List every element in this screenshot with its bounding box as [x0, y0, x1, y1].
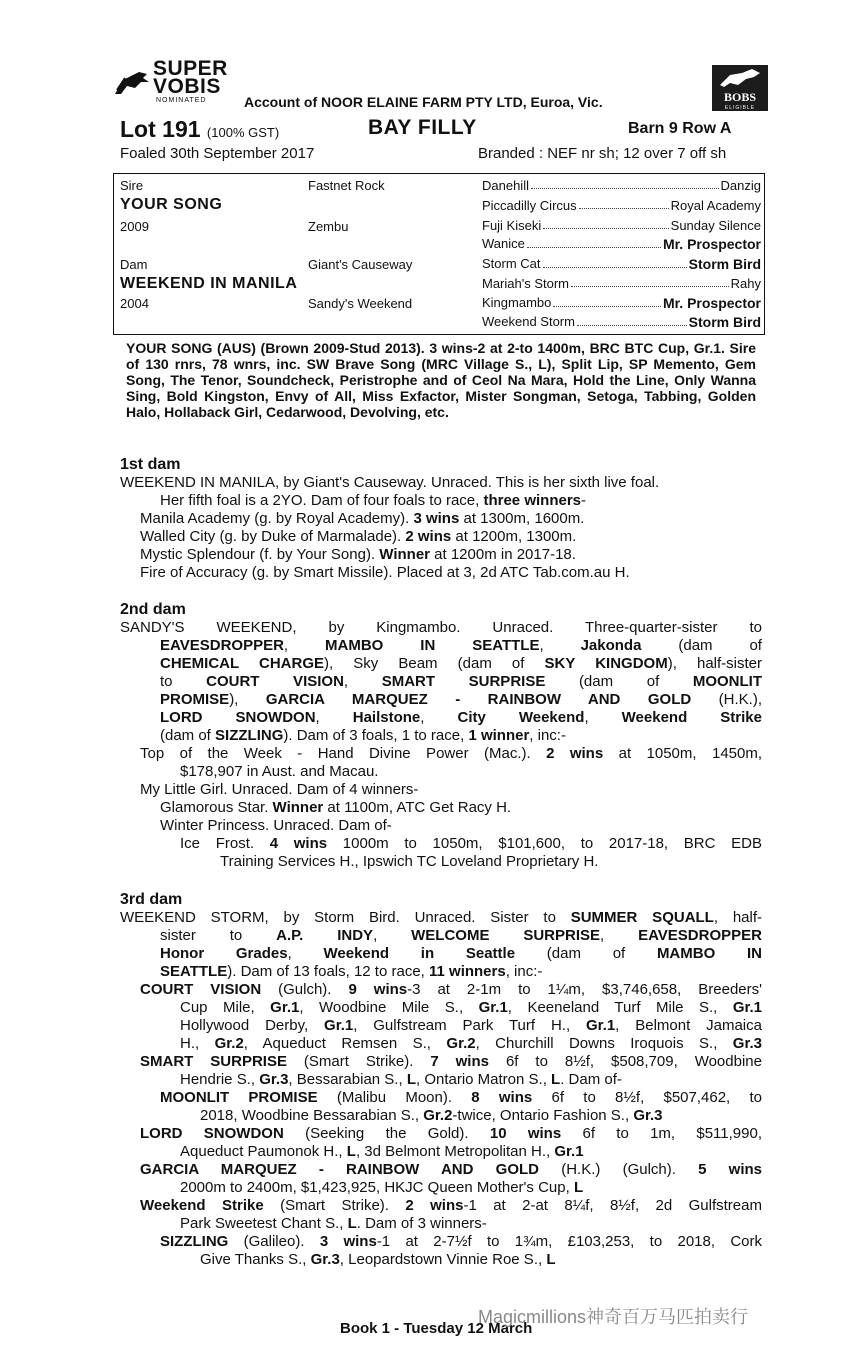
watermark: Magicmillions神奇百万马匹拍卖行 — [478, 1307, 749, 1327]
bobs-sub: ELIGIBLE — [724, 105, 756, 111]
dam-line: WEEKEND IN MANILA, by Giant's Causeway. Unraced. This is her sixth live foal. — [120, 474, 660, 491]
foaled-date: Foaled 30th September 2017 — [120, 145, 315, 162]
logo-sub: NOMINATED — [156, 97, 207, 104]
progeny-line: Ice Frost. 4 wins 1000m to 1050m, $101,600, to 2017-18, BRC EDB — [180, 835, 762, 852]
grandparent-row — [482, 236, 761, 252]
gp-right: Storm Bird — [688, 256, 761, 272]
dam-line: sister to A.P. INDY, WELCOME SURPRISE, EAVESDROPPER — [160, 927, 762, 944]
section-heading: 3rd dam — [120, 891, 183, 908]
sire-year: 2009 — [120, 219, 149, 234]
progeny-line: Manila Academy (g. by Royal Academy). 3 wins at 1300m, 1600m. — [140, 510, 585, 527]
progeny-line: GARCIA MARQUEZ - RAINBOW AND GOLD (H.K.) (Gulch). 5 wins — [140, 1161, 762, 1178]
gp-left: Piccadilly Circus — [482, 198, 577, 213]
sire-dam: Zembu — [308, 219, 349, 234]
progeny-line: Fire of Accuracy (g. by Smart Missile). Placed at 3, 2d ATC Tab.com.au H. — [140, 564, 630, 581]
gp-left: Wanice — [482, 236, 525, 251]
dam-line: (dam of SIZZLING). Dam of 3 foals, 1 to race, 1 winner, inc:- — [160, 727, 566, 744]
progeny-line: H., Gr.2, Aqueduct Remsen S., Gr.2, Churchill Downs Iroquois S., Gr.3 — [180, 1035, 762, 1052]
progeny-line: Aqueduct Paumonok H., L, 3d Belmont Metropolitan H., Gr.1 — [180, 1143, 584, 1160]
account-line: Account of NOOR ELAINE FARM PTY LTD, Euroa, Vic. — [244, 94, 603, 110]
progeny-line: Training Services H., Ipswich TC Loveland Proprietary H. — [220, 853, 599, 870]
bobs-horse-icon — [712, 65, 768, 91]
gp-left: Weekend Storm — [482, 314, 575, 329]
dam-line: Honor Grades, Weekend in Seattle (dam of MAMBO IN — [160, 945, 762, 962]
gp-right: Danzig — [720, 178, 761, 193]
section-heading: 1st dam — [120, 456, 181, 473]
progeny-line: Glamorous Star. Winner at 1100m, ATC Get Racy H. — [160, 799, 512, 816]
dam-year: 2004 — [120, 296, 149, 311]
progeny-line: Park Sweetest Chant S., L. Dam of 3 winners- — [180, 1215, 487, 1232]
grandparent-row — [482, 178, 761, 193]
lot-number — [120, 116, 279, 143]
horse-icon — [113, 68, 153, 98]
progeny-line: 2000m to 2400m, $1,423,925, HKJC Queen Mother's Cup, L — [180, 1179, 584, 1196]
first-dam-section — [120, 456, 762, 582]
progeny-line: Mystic Splendour (f. by Your Song). Winner at 1200m in 2017-18. — [140, 546, 576, 563]
progeny-line: Give Thanks S., Gr.3, Leopardstown Vinnie Roe S., L — [200, 1251, 556, 1268]
dam-line: to COURT VISION, SMART SURPRISE (dam of MOONLIT — [160, 673, 762, 690]
progeny-line: Weekend Strike (Smart Strike). 2 wins-1 at 2-at 8¼f, 8½f, 2d Gulfstream — [140, 1197, 762, 1214]
dam-line: WEEKEND STORM, by Storm Bird. Unraced. Sister to SUMMER SQUALL, half- — [120, 909, 763, 926]
progeny-line: $178,907 in Aust. and Macau. — [180, 763, 379, 780]
dam-name: WEEKEND IN MANILA — [120, 275, 298, 292]
progeny-line: Cup Mile, Gr.1, Woodbine Mile S., Gr.1, Keeneland Turf Mile S., Gr.1 — [180, 999, 763, 1016]
progeny-line: Hollywood Derby, Gr.1, Gulfstream Park Turf H., Gr.1, Belmont Jamaica — [180, 1017, 762, 1034]
sire-name: YOUR SONG — [120, 196, 223, 213]
super-vobis-logo — [113, 58, 243, 108]
progeny-line: Hendrie S., Gr.3, Bessarabian S., L, Ontario Matron S., L. Dam of- — [180, 1071, 622, 1088]
gp-left: Fuji Kiseki — [482, 218, 542, 233]
grandparent-row — [482, 198, 761, 213]
progeny-line: MOONLIT PROMISE (Malibu Moon). 8 wins 6f to 8½f, $507,462, to — [160, 1089, 763, 1106]
section-heading: 2nd dam — [120, 601, 186, 618]
logo-line1: SUPER — [153, 57, 228, 80]
grandparent-row — [482, 295, 761, 311]
gp-left: Kingmambo — [482, 295, 552, 310]
lot-number-text: Lot 191 — [120, 116, 201, 142]
progeny-line: Top of the Week - Hand Divine Power (Mac.). 2 wins at 1050m, 1450m, — [140, 745, 763, 762]
gp-left: Mariah's Storm — [482, 276, 570, 291]
gp-right: Rahy — [730, 276, 761, 291]
grandparent-row — [482, 218, 761, 233]
dam-label: Dam — [120, 257, 148, 272]
grandparent-row — [482, 256, 761, 272]
second-dam-section — [120, 601, 762, 871]
bobs-title: BOBS — [723, 90, 756, 104]
dam-line: SANDY'S WEEKEND, by Kingmambo. Unraced. Three-quarter-sister to — [120, 619, 762, 636]
progeny-line: SIZZLING (Galileo). 3 wins-1 at 2-7½f to 1¾m, £103,253, to 2018, Cork — [160, 1233, 762, 1250]
dam-sire: Giant's Causeway — [308, 257, 413, 272]
grandparent-row — [482, 314, 761, 330]
branded-text: Branded : NEF nr sh; 12 over 7 off sh — [478, 145, 727, 162]
gp-right: Storm Bird — [688, 314, 761, 330]
dam-line: CHEMICAL CHARGE), Sky Beam (dam of SKY KINGDOM), half-sister — [160, 655, 762, 672]
gp-right: Sunday Silence — [670, 218, 761, 233]
third-dam-section — [120, 891, 762, 1269]
dam-line: PROMISE), GARCIA MARQUEZ - RAINBOW AND GOLD (H.K.), — [160, 691, 762, 708]
bobs-logo — [712, 65, 768, 111]
dam-line: LORD SNOWDON, Hailstone, City Weekend, Weekend Strike — [160, 709, 762, 726]
progeny-line: SMART SURPRISE (Smart Strike). 7 wins 6f to 8½f, $508,709, Woodbine — [140, 1053, 762, 1070]
lot-gst: (100% GST) — [206, 125, 280, 140]
dam-line: SEATTLE). Dam of 13 foals, 12 to race, 11 winners, inc:- — [160, 963, 543, 980]
progeny-line: Walled City (g. by Duke of Marmalade). 2 wins at 1200m, 1300m. — [140, 528, 577, 545]
gp-right: Mr. Prospector — [662, 295, 761, 311]
dam-dam: Sandy's Weekend — [308, 296, 413, 311]
progeny-line: 2018, Woodbine Bessarabian S., Gr.2-twice, Ontario Fashion S., Gr.3 — [200, 1107, 663, 1124]
progeny-line: My Little Girl. Unraced. Dam of 4 winners- — [140, 781, 419, 798]
logo-line2: VOBIS — [153, 75, 221, 98]
sire-label: Sire — [120, 178, 144, 193]
gp-left: Danehill — [482, 178, 529, 193]
progeny-line: Winter Princess. Unraced. Dam of- — [160, 817, 392, 834]
pedigree-table — [113, 173, 765, 335]
dam-line: EAVESDROPPER, MAMBO IN SEATTLE, Jakonda (dam of — [160, 637, 762, 654]
barn-location: Barn 9 Row A — [628, 120, 732, 137]
progeny-line: LORD SNOWDON (Seeking the Gold). 10 wins 6f to 1m, $511,990, — [140, 1125, 762, 1142]
grandparent-row — [482, 276, 761, 291]
gp-right: Royal Academy — [670, 198, 761, 213]
gp-left: Storm Cat — [482, 256, 541, 271]
gp-right: Mr. Prospector — [662, 236, 761, 252]
progeny-line: COURT VISION (Gulch). 9 wins-3 at 2-1m to 1¼m, $3,746,658, Breeders' — [140, 981, 762, 998]
page-footer: Book 1 - Tuesday 12 March — [340, 1320, 533, 1337]
sire-paragraph: YOUR SONG (AUS) (Brown 2009-Stud 2013). 3 wins-2 at 2-to 1400m, BRC BTC Cup, Gr.1. Sire of 130 rnrs, 78 wnrs, inc. SW Brave Song (MRC Village S., L), Split Lip, SP Memento, Gem Song, The Tenor, Soundcheck, Peristrophe and of Ceol Na Mara, Hold the Line, Only Wanna Sing, Bold Kingston, Envy of All, Miss Exfactor, Mister Songman, Setoga, Tabbing, Golden Halo, Hollaback Girl, Cedarwood, Devolving, etc. — [126, 340, 756, 420]
sire-sire: Fastnet Rock — [308, 178, 385, 193]
dam-line: Her fifth foal is a 2YO. Dam of four foals to race, three winners- — [160, 492, 586, 509]
lot-title: BAY FILLY — [368, 116, 477, 139]
